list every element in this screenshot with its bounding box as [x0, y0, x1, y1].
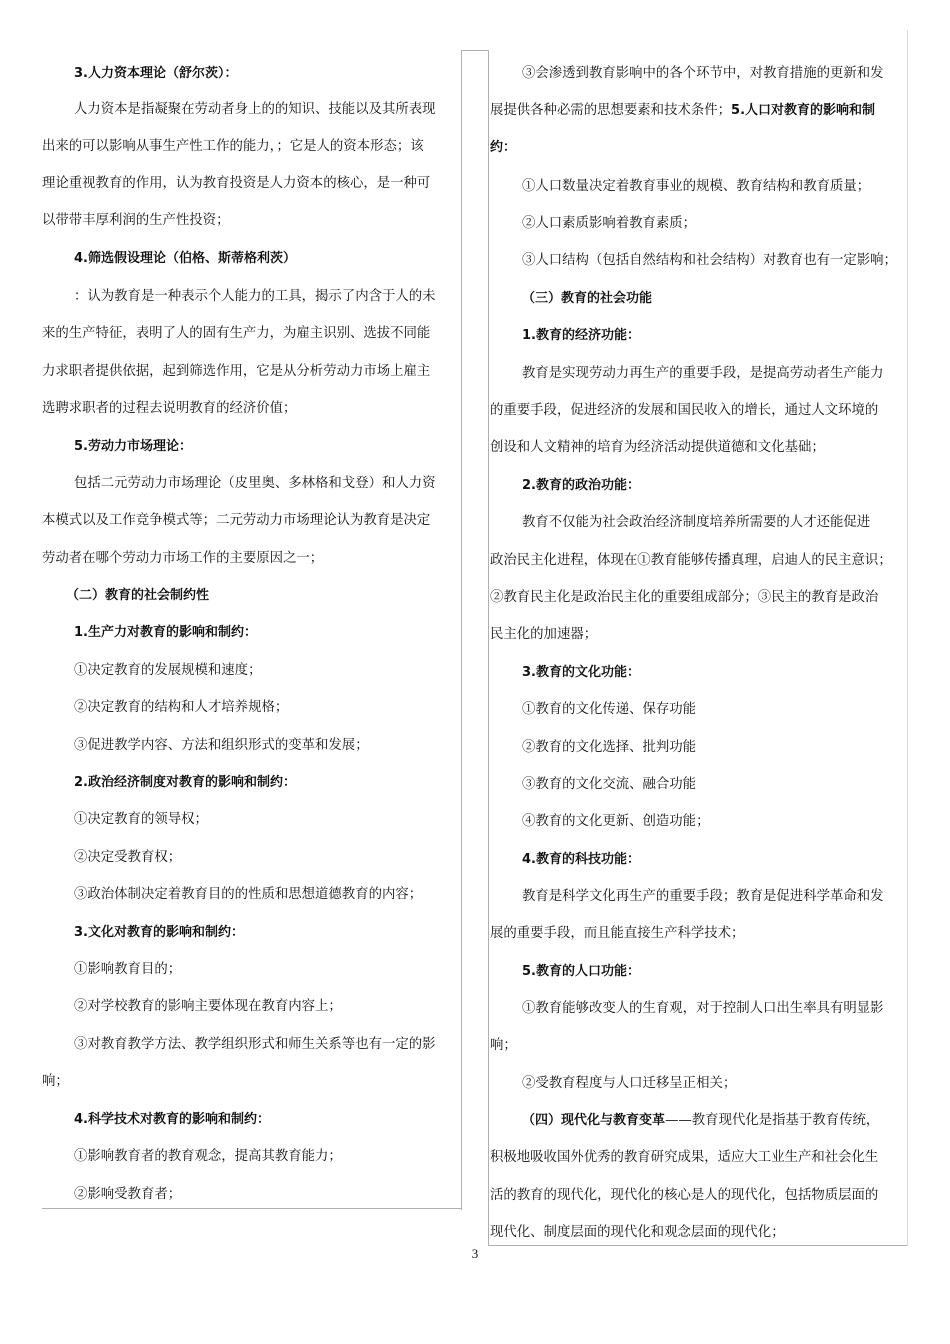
left-line: ③促进教学内容、方法和组织形式的变革和发展； — [74, 738, 369, 753]
right-line: ②受教育程度与人口迁移呈正相关； — [522, 1076, 737, 1091]
body-text: 展提供各种必需的思想要素和技术条件； — [490, 103, 732, 118]
left-line: 力求职者提供依据，起到筛选作用，它是从分析劳动力市场上雇主 — [42, 364, 431, 379]
left-column-bottom-rule — [42, 1208, 462, 1209]
left-heading: 2.政治经济制度对教育的影响和制约： — [74, 775, 296, 790]
left-line: 出来的可以影响从事生产性工作的能力，；它是人的资本形态；该 — [42, 139, 424, 154]
left-heading: 4.筛选假设理论（伯格、斯蒂格利茨） — [74, 251, 296, 266]
left-line: ①影响教育目的； — [74, 962, 182, 977]
right-heading: （三）教育的社会功能 — [522, 291, 653, 306]
right-heading: 2.教育的政治功能： — [522, 478, 640, 493]
body-text: ——教育现代化是指基于教育传统， — [665, 1113, 880, 1128]
left-line: 以带带丰厚利润的生产性投资； — [42, 213, 230, 228]
left-line: 人力资本是指凝聚在劳动者身上的的知识、技能以及其所表现 — [74, 102, 436, 117]
right-line: ③教育的文化交流、融合功能 — [522, 777, 697, 792]
right-line — [522, 1111, 879, 1131]
left-line: ③对教育教学方法、教学组织形式和师生关系等也有一定的影 — [74, 1037, 436, 1052]
right-heading: 1.教育的经济功能： — [522, 328, 640, 343]
right-line: 教育是实现劳动力再生产的重要手段，是提高劳动者生产能力 — [522, 366, 884, 381]
right-line: 政治民主化进程，体现在①教育能够传播真理，启迪人的民主意识； — [490, 553, 892, 568]
left-line: 来的生产特征，表明了人的固有生产力，为雇主识别、选拔不同能 — [42, 326, 431, 341]
right-line: ②教育民主化是政治民主化的重要组成部分；③民主的教育是政治 — [490, 590, 879, 605]
right-line: 积极地吸收国外优秀的教育研究成果，适应大工业生产和社会化生 — [490, 1150, 879, 1165]
left-heading: 1.生产力对教育的影响和制约： — [74, 625, 257, 640]
right-line: 教育不仅能为社会政治经济制度培养所需要的人才还能促进 — [522, 515, 871, 530]
left-line: ①决定教育的发展规模和速度； — [74, 663, 262, 678]
right-line: ①人口数量决定着教育事业的规模、教育结构和教育质量； — [522, 179, 871, 194]
right-line: 民主化的加速器； — [490, 627, 598, 642]
right-line: 的重要手段，促进经济的发展和国民收入的增长，通过人文环境的 — [490, 403, 879, 418]
right-heading: 3.教育的文化功能： — [522, 665, 640, 680]
left-heading: 3.文化对教育的影响和制约： — [74, 925, 244, 940]
left-line: ①决定教育的领导权； — [74, 812, 208, 827]
right-line: 展的重要手段，而且能直接生产科学技术； — [490, 926, 745, 941]
heading-text: （四）现代化与教育变革 — [522, 1113, 666, 1128]
left-line: 理论重视教育的作用，认为教育投资是人力资本的核心，是一种可 — [42, 176, 431, 191]
page-number: 3 — [471, 1246, 479, 1261]
left-line: 响； — [42, 1074, 69, 1089]
left-line: 选聘求职者的过程去说明教育的经济价值； — [42, 401, 297, 416]
right-line: ②人口素质影响着教育素质； — [522, 216, 697, 231]
left-line: ②对学校教育的影响主要体现在教育内容上； — [74, 999, 342, 1014]
right-line: 活的教育的现代化，现代化的核心是人的现代化，包括物质层面的 — [490, 1188, 879, 1203]
right-line: ①教育能够改变人的生育观，对于控制人口出生率具有明显影 — [522, 1001, 884, 1016]
right-heading: 4.教育的科技功能： — [522, 852, 640, 867]
right-heading: 约： — [490, 140, 517, 155]
left-line: ②影响受教育者； — [74, 1187, 182, 1202]
left-line: ①影响教育者的教育观念，提高其教育能力； — [74, 1149, 342, 1164]
left-heading: 4.科学技术对教育的影响和制约： — [74, 1112, 270, 1127]
left-heading: 3.人力资本理论（舒尔茨）： — [74, 66, 238, 81]
right-heading: 5.教育的人口功能： — [522, 964, 640, 979]
left-line: ②决定教育的结构和人才培养规格； — [74, 700, 289, 715]
right-line: 教育是科学文化再生产的重要手段；教育是促进科学革命和发 — [522, 889, 884, 904]
left-line: 本模式以及工作竞争模式等；二元劳动力市场理论认为教育是决定 — [42, 513, 431, 528]
left-line: 包括二元劳动力市场理论（皮里奥、多林格和戈登）和人力资 — [74, 476, 436, 491]
left-column-frame — [461, 50, 462, 1210]
heading-text: 5.人口对教育的影响和制 — [731, 103, 876, 118]
left-heading: 5.劳动力市场理论： — [74, 439, 192, 454]
left-line: ②决定受教育权； — [74, 850, 182, 865]
right-line: 现代化、制度层面的现代化和观念层面的现代化； — [490, 1225, 785, 1240]
left-heading: （二）教育的社会制约性 — [66, 588, 210, 603]
left-line: 劳动者在哪个劳动力市场工作的主要原因之一； — [42, 551, 324, 566]
right-line — [490, 101, 875, 121]
right-line: ②教育的文化选择、批判功能 — [522, 740, 697, 755]
top-box-rule — [461, 50, 489, 51]
right-line: 创设和人文精神的培育为经济活动提供道德和文化基础； — [490, 440, 825, 455]
right-column-right-rule — [907, 30, 908, 1246]
right-line: ④教育的文化更新、创造功能； — [522, 814, 710, 829]
left-line: ：认为教育是一种表示个人能力的工具，揭示了内含于人的未 — [74, 289, 436, 304]
right-line: ③人口结构（包括自然结构和社会结构）对教育也有一定影响； — [522, 253, 897, 268]
left-line: ③政治体制决定着教育目的的性质和思想道德教育的内容； — [74, 887, 423, 902]
right-line: ①教育的文化传递、保存功能 — [522, 702, 697, 717]
right-column-left-rule — [488, 50, 489, 1246]
right-line: ③会渗透到教育影响中的各个环节中，对教育措施的更新和发 — [522, 66, 884, 81]
right-line: 响； — [490, 1038, 517, 1053]
